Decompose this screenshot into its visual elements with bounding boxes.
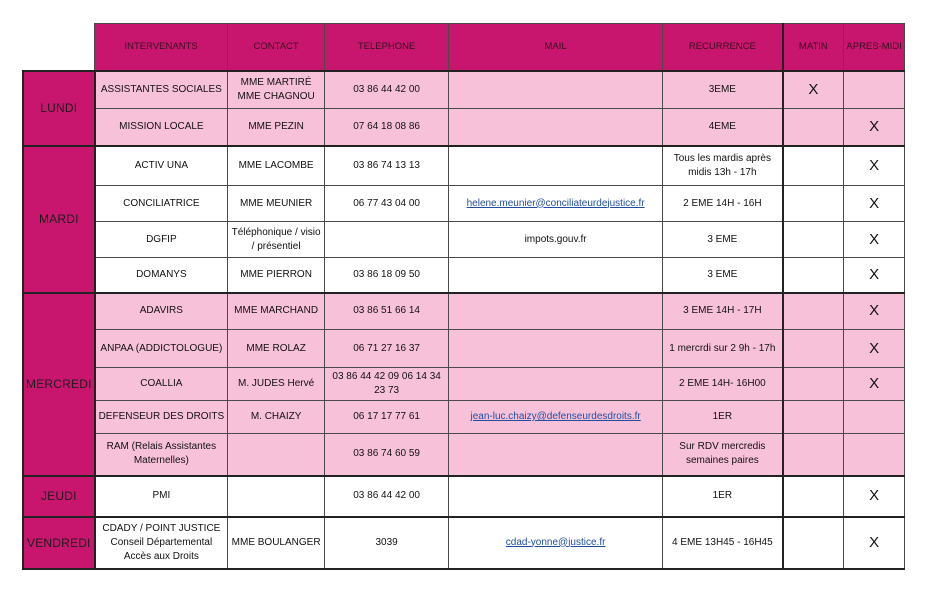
intervenant-cell: CONCILIATRICE — [95, 186, 228, 222]
matin-cell — [783, 146, 844, 186]
recurrence-cell: Sur RDV mercredis semaines paires — [663, 434, 783, 476]
intervenant-cell: MISSION LOCALE — [95, 109, 228, 146]
day-label-jeudi: JEUDI — [23, 476, 95, 517]
contact-cell — [228, 476, 325, 517]
telephone-cell: 03 86 74 13 13 — [325, 146, 449, 186]
intervenant-cell: PMI — [95, 476, 228, 517]
recurrence-cell: 3 EME 14H - 17H — [663, 293, 783, 330]
table-row — [23, 109, 905, 146]
recurrence-cell: 1ER — [663, 476, 783, 517]
matin-cell — [783, 476, 844, 517]
mail-link-defenseur[interactable]: jean-luc.chaizy@defenseurdesdroits.fr — [470, 411, 641, 422]
intervenant-cell: DEFENSEUR DES DROITS — [95, 401, 228, 434]
apres-midi-cell: X — [844, 517, 905, 569]
recurrence-cell: 2 EME 14H - 16H — [663, 186, 783, 222]
mail-cell — [449, 71, 663, 109]
intervenant-cell: COALLIA — [95, 368, 228, 401]
apres-midi-cell: X — [844, 258, 905, 293]
matin-cell — [783, 434, 844, 476]
header-mail: MAIL — [449, 24, 663, 71]
mail-cell — [449, 434, 663, 476]
day-label-mercredi: MERCREDI — [23, 293, 95, 476]
contact-cell: M. JUDES Hervé — [228, 368, 325, 401]
mail-link-cdad[interactable]: cdad-yonne@justice.fr — [505, 536, 606, 548]
table-row — [23, 146, 905, 186]
contact-cell: MME BOULANGER — [228, 517, 325, 569]
table-row — [23, 368, 905, 401]
recurrence-cell: 3 EME — [663, 258, 783, 293]
table-row — [23, 258, 905, 293]
telephone-cell: 03 86 44 42 00 — [325, 71, 449, 109]
matin-cell — [783, 330, 844, 368]
mail-cell — [449, 258, 663, 293]
intervenant-cell: ACTIV UNA — [95, 146, 228, 186]
contact-cell: MME ROLAZ — [228, 330, 325, 368]
telephone-cell: 06 17 17 77 61 — [325, 401, 449, 434]
matin-cell — [783, 517, 844, 569]
table-row — [23, 401, 905, 434]
recurrence-cell: Tous les mardis après midis 13h - 17h — [663, 146, 783, 186]
recurrence-cell: 1 mercrdi sur 2 9h - 17h — [663, 330, 783, 368]
telephone-cell: 06 77 43 04 00 — [325, 186, 449, 222]
mail-cell — [449, 368, 663, 401]
contact-cell: MME MARCHAND — [228, 293, 325, 330]
matin-cell — [783, 401, 844, 434]
contact-cell: MME MEUNIER — [228, 186, 325, 222]
contact-cell: Téléphonique / visio / présentiel — [228, 222, 325, 258]
table-row — [23, 434, 905, 476]
day-label-lundi: LUNDI — [23, 71, 95, 146]
apres-midi-cell: X — [844, 476, 905, 517]
mail-cell — [449, 186, 663, 222]
matin-cell: X — [783, 71, 844, 109]
intervenant-cell: ASSISTANTES SOCIALES — [95, 71, 228, 109]
telephone-cell: 03 86 44 42 09 06 14 34 23 73 — [325, 368, 449, 401]
mail-cell — [449, 293, 663, 330]
schedule-table — [22, 23, 905, 570]
contact-cell: MME PIERRON — [228, 258, 325, 293]
mail-cell — [449, 517, 663, 569]
apres-midi-cell — [844, 434, 905, 476]
apres-midi-cell: X — [844, 222, 905, 258]
matin-cell — [783, 258, 844, 293]
mail-cell — [449, 401, 663, 434]
telephone-cell: 03 86 51 66 14 — [325, 293, 449, 330]
apres-midi-cell: X — [844, 330, 905, 368]
mail-cell — [449, 109, 663, 146]
apres-midi-cell — [844, 71, 905, 109]
telephone-cell: 03 86 44 42 00 — [325, 476, 449, 517]
day-label-mardi: MARDI — [23, 146, 95, 293]
header-matin: MATIN — [783, 24, 844, 71]
header-intervenants: INTERVENANTS — [95, 24, 228, 71]
table-row — [23, 71, 905, 109]
matin-cell — [783, 222, 844, 258]
matin-cell — [783, 368, 844, 401]
day-label-vendredi: VENDREDI — [23, 517, 95, 569]
recurrence-cell: 2 EME 14H- 16H00 — [663, 368, 783, 401]
contact-cell — [228, 434, 325, 476]
intervenant-cell: DOMANYS — [95, 258, 228, 293]
apres-midi-cell: X — [844, 186, 905, 222]
intervenant-cell: DGFIP — [95, 222, 228, 258]
table-row — [23, 517, 905, 569]
table-row — [23, 330, 905, 368]
apres-midi-cell: X — [844, 146, 905, 186]
telephone-cell: 3039 — [325, 517, 449, 569]
intervenant-cell: RAM (Relais Assistantes Maternelles) — [95, 434, 228, 476]
contact-cell: MME PEZIN — [228, 109, 325, 146]
telephone-cell — [325, 222, 449, 258]
recurrence-cell: 4EME — [663, 109, 783, 146]
header-telephone: TELEPHONE — [325, 24, 449, 71]
matin-cell — [783, 109, 844, 146]
header-contact: CONTACT — [228, 24, 325, 71]
intervenant-cell: ANPAA (ADDICTOLOGUE) — [95, 330, 228, 368]
apres-midi-cell — [844, 401, 905, 434]
corner-blank — [23, 24, 95, 71]
apres-midi-cell: X — [844, 109, 905, 146]
recurrence-cell: 3 EME — [663, 222, 783, 258]
table-row — [23, 186, 905, 222]
table-row — [23, 476, 905, 517]
mail-cell — [449, 146, 663, 186]
header-row — [23, 24, 905, 71]
contact-cell: MME LACOMBE — [228, 146, 325, 186]
header-recurrence: RECURRENCE — [663, 24, 783, 71]
mail-cell — [449, 476, 663, 517]
telephone-cell: 07 64 18 08 86 — [325, 109, 449, 146]
contact-cell: M. CHAIZY — [228, 401, 325, 434]
mail-cell: impots.gouv.fr — [449, 222, 663, 258]
mail-cell — [449, 330, 663, 368]
telephone-cell: 03 86 18 09 50 — [325, 258, 449, 293]
apres-midi-cell: X — [844, 368, 905, 401]
table-row — [23, 222, 905, 258]
matin-cell — [783, 293, 844, 330]
matin-cell — [783, 186, 844, 222]
intervenant-cell: CDADY / POINT JUSTICE Conseil Départemental Accès aux Droits — [95, 517, 228, 569]
mail-link-conciliatrice[interactable]: helene.meunier@conciliateurdejustice.fr — [466, 197, 645, 209]
telephone-cell: 06 71 27 16 37 — [325, 330, 449, 368]
recurrence-cell: 3EME — [663, 71, 783, 109]
recurrence-cell: 4 EME 13H45 - 16H45 — [663, 517, 783, 569]
header-apres-midi: APRES-MIDI — [844, 24, 905, 71]
contact-cell: MME MARTIRÉ MME CHAGNOU — [228, 71, 325, 109]
intervenant-cell: ADAVIRS — [95, 293, 228, 330]
telephone-cell: 03 86 74 60 59 — [325, 434, 449, 476]
recurrence-cell: 1ER — [663, 401, 783, 434]
table-row — [23, 293, 905, 330]
apres-midi-cell: X — [844, 293, 905, 330]
